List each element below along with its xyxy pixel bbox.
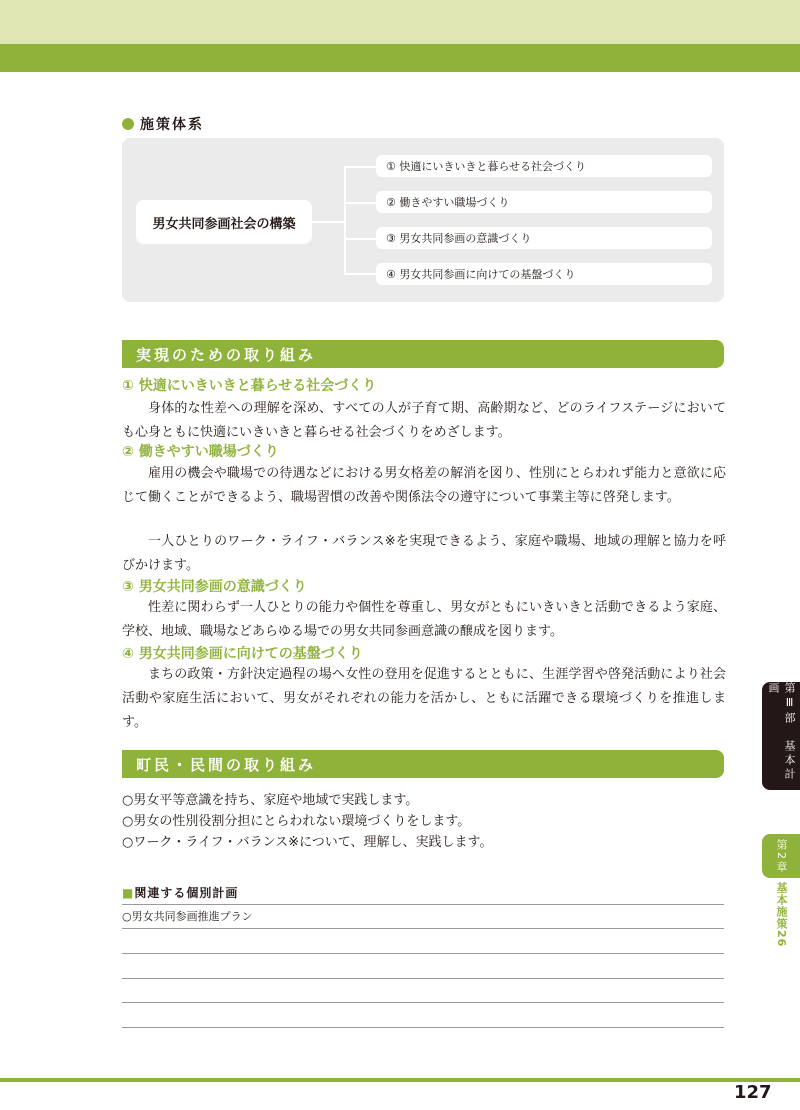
policy-item: ① 快適にいきいきと暮らせる社会づくり bbox=[376, 155, 712, 177]
connector-line bbox=[344, 166, 346, 275]
chapter-tab: 第2章 bbox=[762, 834, 800, 878]
related-plans-title: 関連する個別計画 bbox=[134, 886, 239, 900]
ruled-line bbox=[122, 1027, 724, 1028]
connector-line bbox=[312, 221, 346, 223]
policy-system-heading bbox=[122, 114, 204, 134]
footer-rule bbox=[0, 1078, 800, 1082]
initiative-title: ③ 男女共同参画の意識づくり bbox=[122, 579, 307, 595]
community-action-item: ○男女平等意識を持ち、家庭や地域で実践します。 bbox=[122, 793, 419, 808]
connector-line bbox=[344, 202, 378, 204]
initiative-paragraph: 一人ひとりのワーク・ライフ・バランス※を実現できるよう、家庭や職場、地域の理解と協力を呼びかけます。 bbox=[122, 534, 726, 573]
policy-item: ③ 男女共同参画の意識づくり bbox=[376, 227, 712, 249]
related-plan-item: ○男女共同参画推進プラン bbox=[122, 910, 253, 923]
initiatives-heading-bar: 実現のための取り組み bbox=[122, 340, 724, 368]
header-band-dark bbox=[0, 44, 800, 72]
ruled-line bbox=[122, 953, 724, 954]
header-band-light bbox=[0, 0, 800, 44]
ruled-line bbox=[122, 904, 724, 905]
community-action-item: ○男女の性別役割分担にとらわれない環境づくりをします。 bbox=[122, 814, 471, 829]
initiative-paragraph: 雇用の機会や職場での待遇などにおける男女格差の解消を図り、性別にとらわれず能力と意欲に応じて働くことができるよう、職場習慣の改善や関係法令の遵守について事業主等に啓発します。 bbox=[122, 466, 726, 505]
initiative-title: ④ 男女共同参画に向けての基盤づくり bbox=[122, 646, 363, 662]
initiative-title: ② 働きやすい職場づくり bbox=[122, 444, 279, 460]
policy-item: ② 働きやすい職場づくり bbox=[376, 191, 712, 213]
initiative-paragraph: 身体的な性差への理解を深め、すべての人が子育て期、高齢期など、どのライフステージにおいても心身ともに快適にいきいきと暮らせる社会づくりをめざします。 bbox=[122, 401, 726, 440]
community-heading-bar: 町民・民間の取り組み bbox=[122, 750, 724, 778]
connector-line bbox=[344, 166, 378, 168]
section-tab-label: 基本施策26 bbox=[775, 882, 788, 948]
ruled-line bbox=[122, 978, 724, 979]
page-number: 127 bbox=[734, 1082, 772, 1103]
part-tab: 第Ⅲ部 基本計画 bbox=[762, 682, 800, 790]
initiative-paragraph: まちの政策・方針決定過程の場へ女性の登用を促進するとともに、生涯学習や啓発活動により社会活動や家庭生活において、男女がそれぞれの能力を活かし、ともに活躍できる環境づくりを推進します。 bbox=[122, 667, 726, 730]
policy-core-box: 男女共同参画社会の構築 bbox=[136, 200, 312, 244]
bullet-dot-icon bbox=[122, 118, 134, 130]
initiative-title: ① 快適にいきいきと暮らせる社会づくり bbox=[122, 378, 377, 394]
square-marker-icon: ■ bbox=[122, 886, 135, 900]
related-plans-heading bbox=[122, 884, 238, 901]
connector-line bbox=[344, 273, 378, 275]
connector-line bbox=[344, 238, 378, 240]
ruled-line bbox=[122, 1002, 724, 1003]
community-action-item: ○ワーク・ライフ・バランス※について、理解し、実践します。 bbox=[122, 835, 493, 850]
policy-system-title: 施策体系 bbox=[140, 117, 204, 133]
policy-item: ④ 男女共同参画に向けての基盤づくり bbox=[376, 263, 712, 285]
ruled-line bbox=[122, 928, 724, 929]
initiative-paragraph: 性差に関わらず一人ひとりの能力や個性を尊重し、男女がともにいきいきと活動できるよう家庭、学校、地域、職場などあらゆる場での男女共同参画意識の醸成を図ります。 bbox=[122, 600, 726, 639]
